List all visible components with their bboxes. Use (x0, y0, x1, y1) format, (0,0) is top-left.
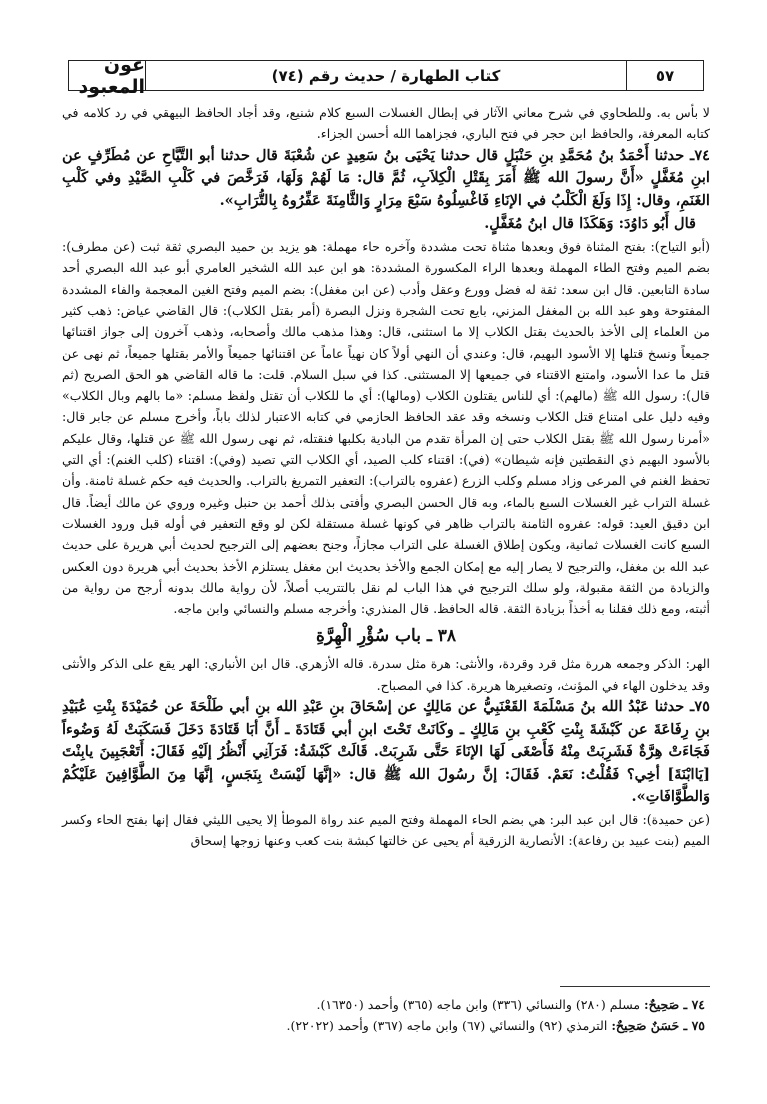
page-body (62, 102, 710, 851)
footnote-75 (57, 1015, 705, 1036)
footnote-divider (560, 986, 710, 987)
footnote-label: ٧٥ ـ حَسَنٌ صَحِيحٌ: (611, 1018, 705, 1033)
page-number: ٥٧ (626, 61, 703, 90)
book-title: عون المعبود (78, 53, 145, 98)
intro-paragraph: لا بأس به. وللطحاوي في شرح معاني الآثار في إبطال الغسلات السبع كلام شنيع، وقد أجاد الحافظ البيهقي في رد كلامه في كتابه المعرفة، والحافظ ابن حجر في فتح الباري، فجزاهما الله أحسن الجزاء. (62, 105, 710, 142)
footnote-text: الترمذي (٩٢) والنسائي (٦٧) وابن ماجه (٣٦٧) وأحمد (٢٢٠٢٢). (286, 1018, 608, 1033)
hadith-75: ٧٥ـ حدثنا عَبْدُ الله بنُ مَسْلَمَةَ القَعْنَبِيُّ عن مَالِكٍ عن إسْحَاقَ بنِ عَبْدِ الله بنِ أبي طَلْحَةَ عن حُمَيْدَةَ بِنْتِ عُبَيْدِ بنِ رِفَاعَةَ عن كَبْشَةَ بِنْتِ كَعْبِ بنِ مَالِكٍ ـ وكَانَتْ تَحْتَ ابنِ أبي قَتَادَةَ ـ أَنَّ أبَا قَتَادَةَ دَخَلَ فَسَكَبَتْ لَهُ وَضُوءاً فَجَاءَتْ هِرَّةٌ فَشَرِبَتْ مِنْهُ فَأَصْغَى لَهَا الإنَاءَ حَتَّى شَرِبَتْ. قَالَتْ كَبْشَةُ: فَرَآنِي أَنْظُرُ إلَيْهِ فَقَالَ: أَتَعْجَبِينَ يابِنْتَ [يَاابْنَةَ] أخِي؟ فَقُلْتُ: نَعَمْ. فَقَالَ: إنَّ رسُولَ الله ﷺ قال: «إنَّهَا لَيْسَتْ بِنَجَسٍ، إنَّهَا مِنَ الطَّوَّافِينَ عَلَيْكُمْ وَالطَّوَّافَاتِ». (62, 698, 710, 806)
commentary-75: (عن حميدة): قال ابن عبد البر: هي بضم الحاء المهملة وفتح الميم عند رواة الموطأ إلا يحيى الليثي فقال إنها بفتح الحاء وكسر الميم (بنت عبيد بن رفاعة): الأنصارية الزرقية أم يحيى عن خالتها كبشة بنت كعب وعنها زوجها إسحاق (62, 811, 710, 848)
hadith-74: ٧٤ـ حدثنا أَحْمَدُ بنُ مُحَمَّدِ بنِ حَنْبَلٍ قال حدثنا يَحْيَى بنُ سَعِيدٍ عن شُعْبَةَ قال حدثنا أبو التَّيَّاحِ عن مُطَرِّفٍ عن ابنِ مُغَفَّلٍ «أَنَّ رسولَ الله ﷺ أَمَرَ بِقَتْلِ الْكِلاَبِ، ثُمَّ قال: مَا لَهُمْ وَلَهَا، فَرَخَّصَ في كَلْبِ الصَّيْدِ وفي كَلْبِ الغَنَمِ، وقال: إِذَا وَلَغَ الْكَلْبُ في الإنَاءِ فَاغْسِلُوهُ سَبْعَ مِرَارٍ وَالثَّامِنَةَ عَفِّرُوهُ بِالتُّرَابِ». (62, 146, 710, 209)
footnote-74 (57, 994, 705, 1015)
footnote-text: مسلم (٢٨٠) والنسائي (٣٣٦) وابن ماجه (٣٦٥) وأحمد (١٦٣٥٠). (316, 997, 641, 1012)
hirr-note: الهر: الذكر وجمعه هررة مثل قرد وقردة، والأنثى: هرة مثل سدرة. قاله الأزهري. قال ابن الأنباري: الهر يقع على الذكر والأنثى وقد يدخلون الهاء في المؤنث، وتصغيرها هريرة. كذا في المصباح. (62, 656, 710, 693)
page-header (68, 53, 704, 98)
abu-dawud-note: قال أَبُو دَاوُدَ: وَهَكَذَا قال ابنُ مُغَفَّلٍ. (484, 215, 696, 233)
footnote-label: ٧٤ ـ صَحِيحٌ: (644, 997, 705, 1012)
section-title: ٣٨ ـ باب سُؤْرِ الْهِرَّةِ (315, 626, 457, 647)
commentary-74: (أبو التياح): بفتح المثناة فوق وبعدها مثناة تحت مشددة وآخره حاء مهملة: هو يزيد بن حميد البصري ثقة ثبت (عن مطرف): بضم الميم وفتح الطاء المهملة وبعدها الراء المكسورة المشددة: هو ابن عبد الله الشخير العامري أبو عبد الله البصري أحد سادة التابعين. قال ابن سعد: ثقة له فضل وورع وعقل وأدب (عن ابن مغفل): بضم الميم وفتح الغين المعجمة والفاء المشددة المفتوحة وهو عبد الله بن المغفل المزني، بايع تحت الشجرة ونزل البصرة (أمر بقتل الكلاب): قال القاضي عياض: ذهب كثير من العلماء إلى الأخذ بالحديث بقتل الكلاب إلا ما استثنى، قال: وهذا مذهب مالك وأصحابه، وذهب آخرون إلى جواز اقتنائها جميعاً ونسخ قتلها إلا الأسود البهيم، قال: وعندي أن النهي أولاً كان نهياً عاماً عن اقتنائها جميعاً والأمر بقتلها جميعاً، ثم نهى عن قتل ما عدا الأسود، وامتنع الاقتناء في جميعها إلا المستثنى. كذا في سبل السلام. قلت: ما قاله القاضي هو الحق الصريح (ثم قال): رسول الله ﷺ (مالهم): أي للناس يقتلون الكلاب (ومالها): أي ما للكلاب أن تقتل ولفظ مسلم: «ما بالهم وبال الكلاب» وفيه دليل على امتناع قتل الكلاب ونسخه وقد عقد الحافظ الحازمي في كتابه الاعتبار لذلك باباً، وأخرج مسلم عن جابر قال: «أمرنا رسول الله ﷺ بقتل الكلاب حتى إن المرأة تقدم من البادية بكلبها فنقتله، ثم نهى رسول الله ﷺ عن قتلها، وقال عليكم بالأسود البهيم ذي النقطتين فإنه شيطان» (في): اقتناء كلب الصيد، أي الكلاب التي تصيد (وفي): اقتناء (كلب الغنم): أي التي تحفظ الغنم في المرعى وزاد مسلم وكلب الزرع (عفروه بالتراب): التعفير التمريغ بالتراب. والحديث فيه حكم غسلة ثامنة. وأن غسلة التراب غير الغسلات السبع بالماء، وبه قال الحسن البصري وأفتى بذلك أحمد بن حنبل وغيره وروي عن مالك أيضاً. قال ابن دقيق العيد: قوله: عفروه الثامنة بالتراب ظاهر في كونها غسلة مستقلة لكن لو وقع التعفير في أوله قبل ورود الغسلات السبع كانت الغسلات ثمانية، ويكون إطلاق الغسلة على التراب مجازاً، وجنح بعضهم إلى الترجيح لحديث أبي هريرة على حديث عبد الله بن مغفل، والترجيح لا يصار إليه مع إمكان الجمع والأخذ بحديث ابن مغفل يستلزم الأخذ بحديث أبي هريرة دون العكس والزيادة من الثقة مقبولة، ولو سلك الترجيح في هذا الباب لم نقل بالتتريب أصلاً، لأن رواية مالك بدونه أرجح من رواية من أثبته، ومع ذلك فقلنا به أخذاً بزيادة الثقة. قاله الحافظ. قال المنذري: وأخرجه مسلم والنسائي وابن ماجه. (62, 239, 710, 617)
footnotes (57, 994, 705, 1036)
chapter-title: كتاب الطهارة / حديث رقم (٧٤) (145, 61, 626, 90)
